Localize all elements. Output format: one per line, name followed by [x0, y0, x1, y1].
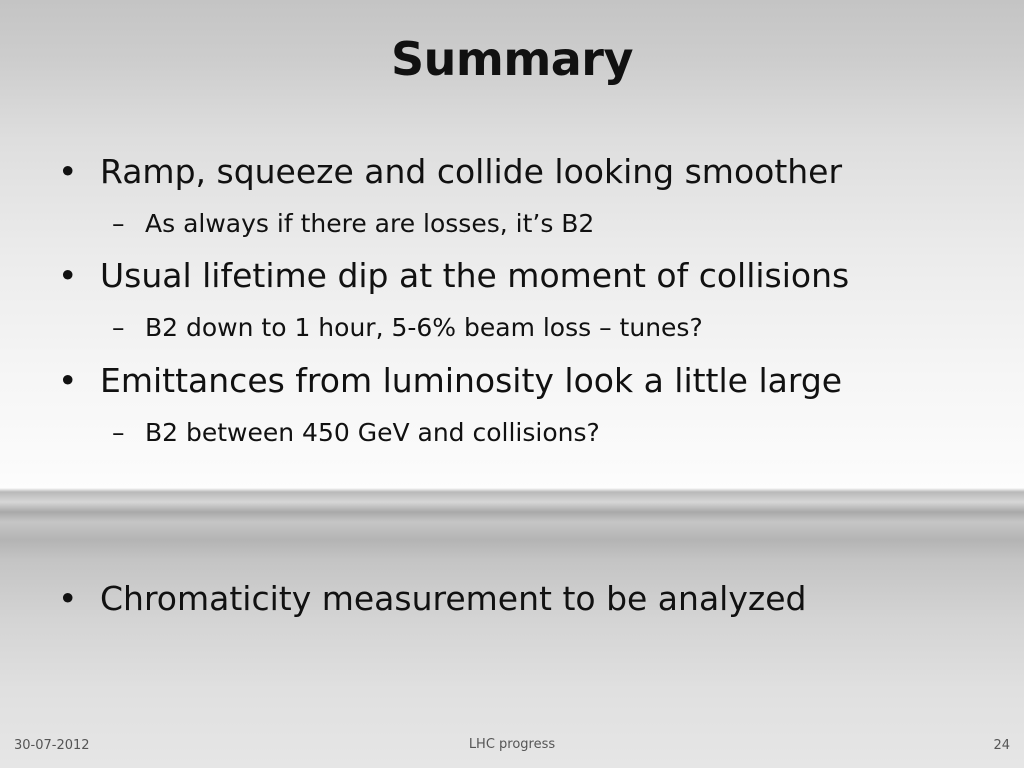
- footer-title: LHC progress: [468, 737, 556, 752]
- sub-bullet-item: [112, 313, 703, 342]
- sub-bullet-text: B2 down to 1 hour, 5-6% beam loss – tunes?: [145, 313, 703, 342]
- slide-number: 24: [993, 738, 1010, 753]
- dash-icon: –: [112, 209, 125, 238]
- bullet-item: [58, 361, 842, 400]
- dash-icon: –: [112, 313, 125, 342]
- sub-bullet-item: [112, 209, 594, 238]
- bullet-text: Ramp, squeeze and collide looking smoother: [100, 152, 843, 191]
- bullet-text: Chromaticity measurement to be analyzed: [100, 579, 807, 618]
- footer-date: 30-07-2012: [14, 738, 90, 753]
- bullet-dot-icon: •: [58, 361, 78, 400]
- sub-bullet-item: [112, 418, 600, 447]
- bullet-item: [58, 152, 842, 191]
- sub-bullet-text: B2 between 450 GeV and collisions?: [145, 418, 600, 447]
- bullet-dot-icon: •: [58, 152, 78, 191]
- slide-title: Summary: [391, 32, 633, 86]
- dash-icon: –: [112, 418, 125, 447]
- bullet-item: [58, 256, 849, 295]
- sub-bullet-text: As always if there are losses, it’s B2: [145, 209, 595, 238]
- bullet-dot-icon: •: [58, 579, 78, 618]
- bullet-item: [58, 579, 806, 618]
- bullet-dot-icon: •: [58, 256, 78, 295]
- bullet-text: Emittances from luminosity look a little large: [100, 361, 843, 400]
- bullet-text: Usual lifetime dip at the moment of collisions: [100, 256, 850, 295]
